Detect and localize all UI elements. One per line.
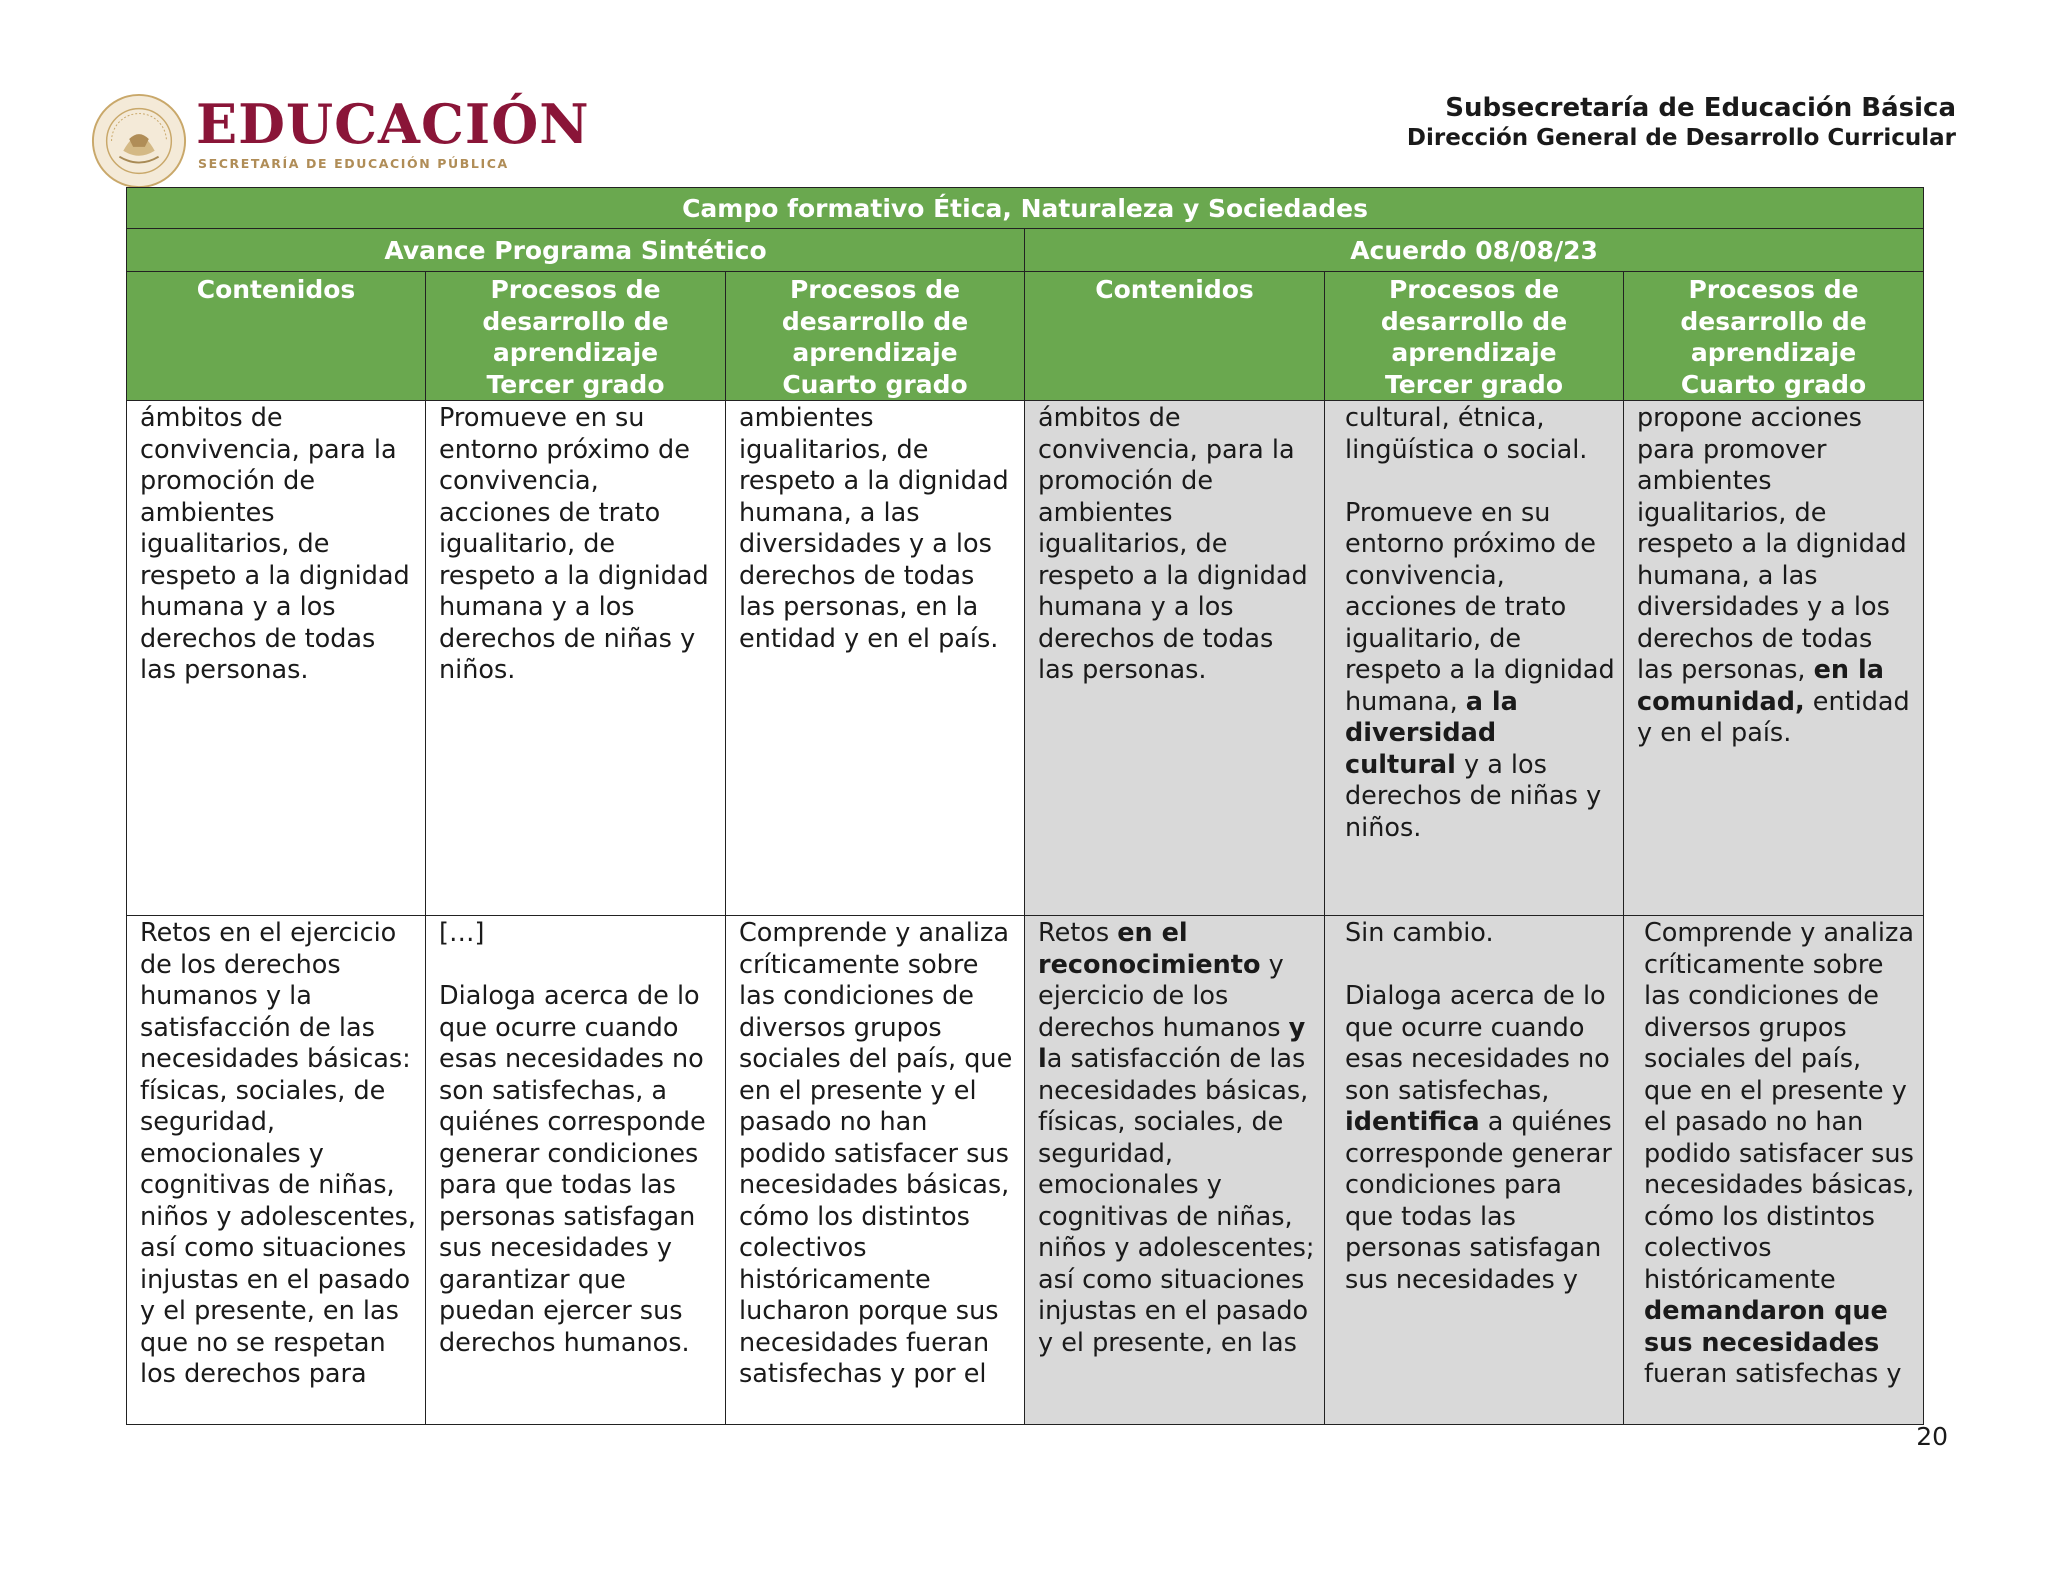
cell-text: a satisfacción de las necesidades básicas, físicas, sociales, de seguridad, emocionales y cognitivas de niñas, niños y adolescentes; así como situaciones injustas en el pasado y el presente, en las xyxy=(1038,1044,1315,1358)
header-line: aprendizaje xyxy=(492,338,659,367)
header-line: Procesos de xyxy=(789,275,961,304)
comparison-table xyxy=(126,187,1924,1425)
cell-text: y a los derechos de niñas y niños. xyxy=(1345,749,1602,843)
header-line: desarrollo de xyxy=(781,306,969,336)
page-number: 20 xyxy=(1916,1422,1948,1451)
cell-emphasis: identifica xyxy=(1345,1107,1480,1137)
header-institution xyxy=(1407,92,1956,152)
group-header-left: Avance Programa Sintético xyxy=(127,229,1025,272)
header-line: desarrollo de xyxy=(1380,306,1568,336)
table-title: Campo formativo Ética, Naturaleza y Sociedades xyxy=(127,188,1924,229)
header-line: Procesos de xyxy=(490,275,661,304)
cell-paragraph: […] xyxy=(439,918,485,948)
cell-paragraph: Sin cambio. xyxy=(1345,918,1494,948)
header-line: desarrollo de xyxy=(482,306,669,336)
header-line: Procesos de xyxy=(1388,275,1560,304)
table-row xyxy=(127,401,1924,916)
header-line: Cuarto grado xyxy=(1680,369,1867,399)
cell-emphasis: y l xyxy=(1038,1012,1306,1074)
table-cell xyxy=(426,916,726,1425)
cell-paragraph: Dialoga acerca de lo que ocurre cuando esas necesidades no son satisfechas, a quiénes corresponde generar condiciones para que todas las personas satisfagan sus necesidades y garantizar que puedan ejercer sus derechos humanos. xyxy=(439,981,706,1358)
cell-text: Promueve en su entorno próximo de convivencia, acciones de trato igualitario, de respeto a la dignidad humana, xyxy=(1345,497,1615,717)
header-line: Contenidos xyxy=(1095,275,1254,304)
column-header xyxy=(1325,272,1624,401)
cell-text: propone acciones para promover ambientes igualitarios, de respeto a la dignidad humana, a las diversidades y a los derechos de todas las personas, xyxy=(1637,403,1907,685)
table-cell: ámbitos de convivencia, para la promoción de ambientes igualitarios, de respeto a la dignidad humana y a los derechos de todas las personas. xyxy=(127,401,426,916)
cell-paragraph: cultural, étnica, lingüística o social. xyxy=(1345,403,1588,465)
cell-text: fueran satisfechas y xyxy=(1644,1359,1902,1389)
column-header xyxy=(127,272,426,401)
cell-emphasis: a la diversidad cultural xyxy=(1345,686,1518,780)
table-cell xyxy=(1325,916,1624,1425)
table-cell xyxy=(1325,401,1624,916)
table-row xyxy=(127,916,1924,1425)
cell-text: Comprende y analiza críticamente sobre las condiciones de diversos grupos sociales del país, que en el presente y el pasado no han podido satisfacer sus necesidades básicas, cómo los distintos colectivos históricamente xyxy=(1644,918,1915,1295)
header-line: Contenidos xyxy=(196,275,356,304)
table-cell: ámbitos de convivencia, para la promoción de ambientes igualitarios, de respeto a la dignidad humana y a los derechos de todas las personas. xyxy=(1025,401,1325,916)
logo-subtitle: SECRETARÍA DE EDUCACIÓN PÚBLICA xyxy=(198,156,509,171)
table-cell: Comprende y analiza críticamente sobre las condiciones de diversos grupos sociales del país, que en el presente y el pasado no han podido satisfacer sus necesidades básicas, cómo los distintos colectivos históricamente lucharon porque sus necesidades fueran satisfechas y por el xyxy=(726,916,1025,1425)
header-subsecretaria: Subsecretaría de Educación Básica xyxy=(1445,93,1956,123)
cell-text: a quiénes corresponde generar condiciones para que todas las personas satisfagan sus necesidades y xyxy=(1345,1107,1612,1295)
header-line: Tercer grado xyxy=(1385,369,1563,399)
header-direccion: Dirección General de Desarrollo Curricular xyxy=(1406,125,1956,151)
header-line: Tercer grado xyxy=(486,369,665,399)
table-cell xyxy=(1025,916,1325,1425)
cell-text: entidad y en el país. xyxy=(1637,686,1910,748)
header-line: aprendizaje xyxy=(1690,338,1857,367)
header-line: Procesos de xyxy=(1688,275,1859,304)
mexican-seal-icon xyxy=(90,92,188,190)
column-header xyxy=(426,272,726,401)
sep-logo xyxy=(90,92,590,192)
cell-emphasis: en el reconocimiento xyxy=(1038,918,1261,980)
cell-text: Dialoga acerca de lo que ocurre cuando esas necesidades no son satisfechas, xyxy=(1345,981,1610,1106)
column-header xyxy=(1025,272,1325,401)
column-header xyxy=(1624,272,1924,401)
table-cell: ambientes igualitarios, de respeto a la dignidad humana, a las diversidades y a los derechos de todas las personas, en la entidad y en el país. xyxy=(726,401,1025,916)
table-cell xyxy=(1624,916,1924,1425)
cell-emphasis: en la comunidad, xyxy=(1637,655,1884,717)
column-header xyxy=(726,272,1025,401)
table-cell xyxy=(1624,401,1924,916)
logo-title: EDUCACIÓN xyxy=(196,92,590,156)
cell-text: Retos xyxy=(1038,918,1110,948)
header-line: aprendizaje xyxy=(1391,338,1557,367)
table-cell: Retos en el ejercicio de los derechos humanos y la satisfacción de las necesidades básicas: físicas, sociales, de seguridad, emocionales y cognitivas de niñas, niños y adolescentes, así como situaciones injustas en el pasado y el presente, en las que no se respetan los derechos para xyxy=(127,916,426,1425)
cell-emphasis: demandaron que sus necesidades xyxy=(1644,1296,1888,1358)
table-cell: Promueve en su entorno próximo de convivencia, acciones de trato igualitario, de respeto a la dignidad humana y a los derechos de niñas y niños. xyxy=(426,401,726,916)
header-line: Cuarto grado xyxy=(782,369,968,399)
header-line: desarrollo de xyxy=(1680,306,1867,336)
header-line: aprendizaje xyxy=(792,338,958,367)
cell-text: y ejercicio de los derechos humanos xyxy=(1038,949,1284,1043)
group-header-right: Acuerdo 08/08/23 xyxy=(1025,229,1924,272)
